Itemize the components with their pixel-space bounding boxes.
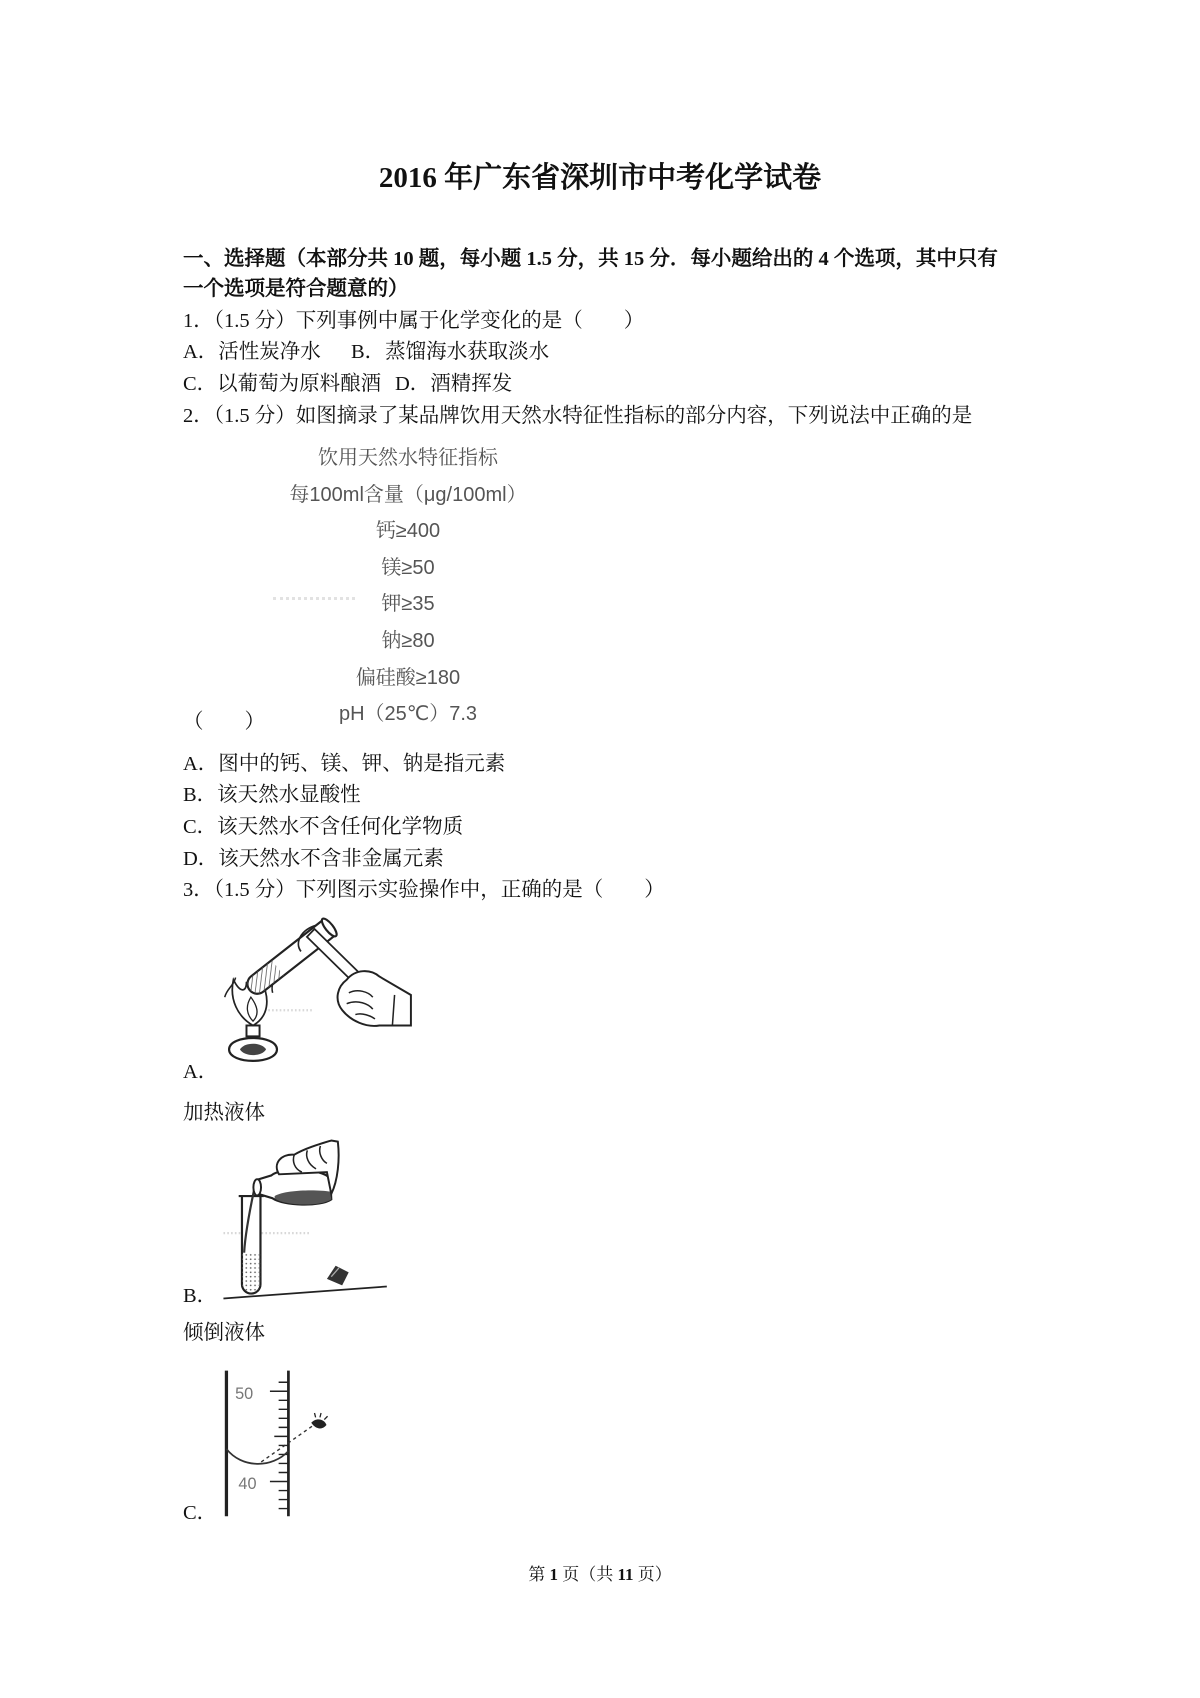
question-3-option-b-letter: B． <box>183 1285 218 1307</box>
water-indicator-figure <box>208 440 608 733</box>
scale-ticks <box>270 1382 288 1508</box>
question-1-option-d: D．酒精挥发 <box>395 373 513 395</box>
question-1-option-c: C．以葡萄为原料酿酒 <box>183 373 382 395</box>
figure-line-heading: 饮用天然水特征指标 <box>318 447 498 469</box>
question-3-option-a-letter: A． <box>183 1061 219 1083</box>
test-tube <box>239 1196 264 1293</box>
figure-line-sodium: 钠≥80 <box>381 629 435 652</box>
question-2-answer-blank: （ ） <box>183 711 265 733</box>
scale-label-40: 40 <box>238 1475 257 1494</box>
bottle-stopper <box>327 1266 349 1286</box>
reagent-bottle <box>253 1170 331 1205</box>
question-1-stem: 1．（1.5 分）下列事例中属于化学变化的是（ ） <box>183 310 645 332</box>
pouring-liquid-figure <box>218 1138 389 1301</box>
figure-line-unit: 每100ml含量（μg/100ml） <box>289 483 527 506</box>
alcohol-lamp <box>229 1025 277 1060</box>
scan-artifact <box>273 597 355 600</box>
footer-page-number: 1 <box>549 1565 558 1584</box>
hand <box>338 971 411 1026</box>
question-1-option-a: A．活性炭净水 <box>183 341 321 363</box>
question-2-option-b: B．该天然水显酸性 <box>183 784 361 806</box>
page-title: 2016 年广东省深圳市中考化学试卷 <box>378 162 822 194</box>
question-2-option-a: A．图中的钙、镁、钾、钠是指元素 <box>183 753 506 775</box>
section-heading-line-1: 一、选择题（本部分共 10 题，每小题 1.5 分，共 15 分．每小题给出的 4 个选项，其中只有 <box>183 248 998 270</box>
figure-line-magnesium: 镁≥50 <box>381 556 435 579</box>
graduated-cylinder-figure <box>221 1369 333 1519</box>
sight-line <box>261 1426 312 1462</box>
test-tube <box>243 917 339 999</box>
question-2-stem: 2．（1.5 分）如图摘录了某品牌饮用天然水特征性指标的部分内容，下列说法中正确的是 <box>183 405 973 427</box>
footer-prefix: 第 <box>528 1565 550 1584</box>
scale-label-50: 50 <box>235 1384 254 1403</box>
question-2-option-d: D．该天然水不含非金属元素 <box>183 848 444 870</box>
footer-suffix: 页） <box>633 1565 672 1584</box>
question-3-option-b-caption: 倾倒液体 <box>183 1322 265 1344</box>
figure-line-calcium: 钙≥400 <box>375 520 441 543</box>
section-heading-line-2: 一个选项是符合题意的） <box>183 278 409 300</box>
figure-line-ph: pH（25℃）7.3 <box>338 703 478 726</box>
eye-icon <box>311 1413 327 1428</box>
figure-line-metasilicic-acid: 偏硅酸≥180 <box>355 666 461 689</box>
footer-total-pages: 11 <box>617 1565 634 1584</box>
question-3-option-c-letter: C． <box>183 1502 218 1524</box>
heating-liquid-figure <box>216 914 412 1064</box>
figure-line-potassium: 钾≥35 <box>381 593 435 616</box>
liquid-meniscus <box>226 1449 288 1464</box>
page-footer <box>0 1563 1200 1587</box>
question-2-option-c: C．该天然水不含任何化学物质 <box>183 816 464 838</box>
question-3-option-a-caption: 加热液体 <box>183 1102 265 1124</box>
question-1-option-b: B．蒸馏海水获取淡水 <box>351 341 550 363</box>
footer-middle: 页（共 <box>557 1565 618 1584</box>
question-3-stem: 3．（1.5 分）下列图示实验操作中，正确的是（ ） <box>183 879 665 901</box>
